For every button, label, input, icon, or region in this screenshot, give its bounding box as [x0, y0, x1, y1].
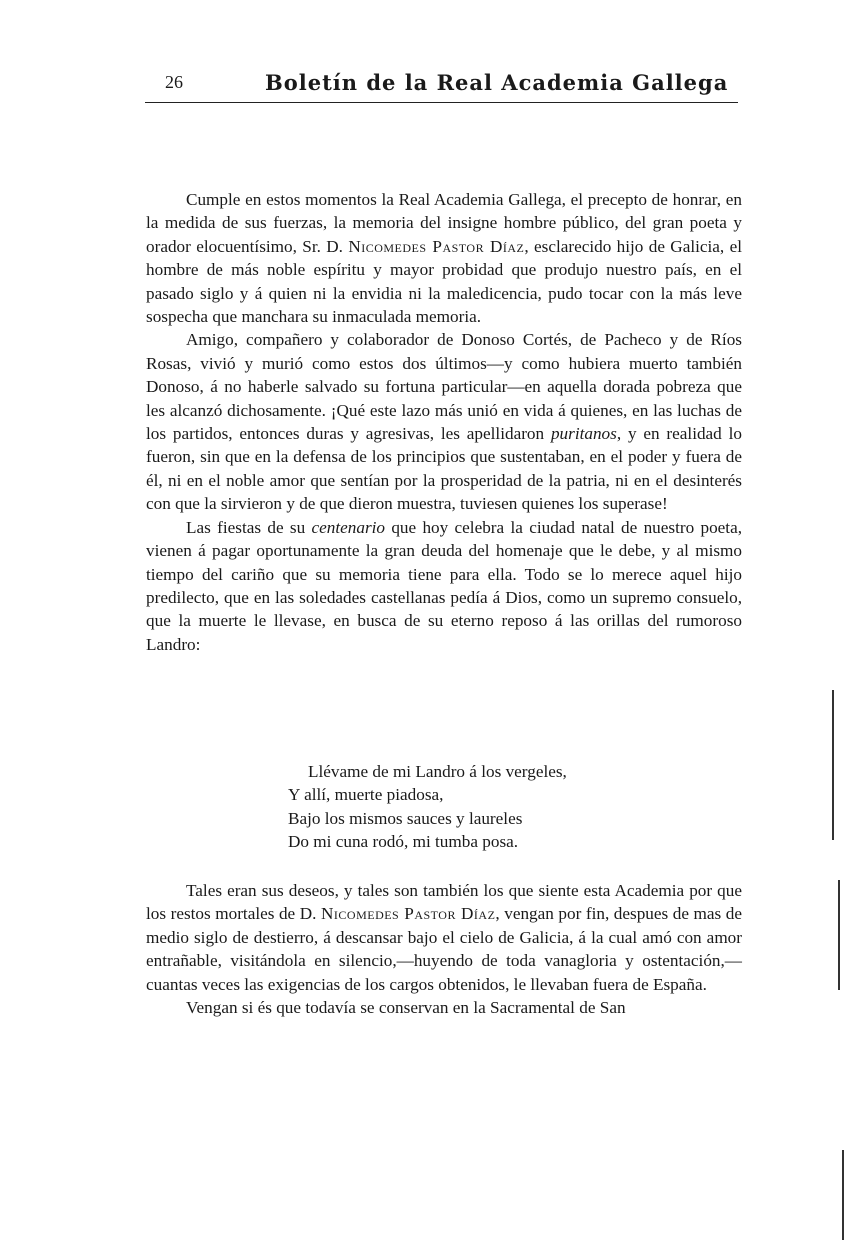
scan-margin-line: [838, 880, 840, 990]
poem-line: Bajo los mismos sauces y laureles: [288, 808, 523, 828]
scan-margin-line: [832, 690, 834, 840]
page-number: 26: [165, 72, 183, 92]
paragraph-text: Vengan si és que todavía se conservan en la Sacramental de San: [186, 998, 626, 1018]
poem-line: Llévame de mi Landro á los vergeles,: [308, 762, 567, 781]
scan-margin-line: [842, 1150, 844, 1240]
poem-line: Y allí, muerte piadosa,: [288, 785, 444, 805]
paragraph-text: que hoy celebra la ciudad natal de nuestro poeta, vienen á pagar oportunamente la gran deuda del homenaje que le debe, y al mismo tiempo del cariño que su memoria tiene para ella. Todo se lo merece aquel hijo predilecto, que en las soledades castellanas pedía á Dios, como un supremo consuelo, que la muerte le llevase, en busca de su eterno reposo á las orillas del rumoroso Landro:: [146, 517, 742, 654]
paragraph: [146, 188, 742, 328]
poem-stanza: [288, 760, 567, 854]
paragraph: [146, 996, 742, 1019]
body-text-after-poem: [146, 879, 742, 1019]
paragraph: [146, 328, 742, 515]
paragraph-text: Tales eran sus deseos, y tales son también los que siente esta Academia por que los restos mortales de D.: [146, 881, 742, 924]
running-header: [145, 68, 738, 103]
paragraph-text: Las fiestas de su: [186, 517, 312, 537]
poem-line: Do mi cuna rodó, mi tumba posa.: [288, 832, 519, 852]
emphasis-text: centenario: [311, 517, 386, 537]
paragraph: [146, 516, 742, 656]
paragraph-text: , esclarecido hijo de Galicia, el hombre de más noble espíritu y mayor probidad que produjo nuestro país, en el pasado siglo y á quien ni la envidia ni la maledicencia, pudo tocar con la más leve sospecha que manchara su inmaculada memoria.: [146, 236, 742, 327]
paragraph: [146, 879, 742, 996]
journal-title: Boletín de la Real Academia Gallega: [265, 70, 729, 95]
paragraph-text: , vengan por fin, despues de mas de medio siglo de destierro, á descansar bajo el cielo de Galicia, á la cual amó con amor entrañable, visitándola en silencio,—huyendo de toda vanagloria y ostentación,—cuantas veces las exigencias de los cargos obtenidos, le llevaban fuera de España.: [146, 904, 742, 994]
emphasis-text: puritanos: [550, 424, 617, 444]
paragraph-text: , y en realidad lo fueron, sin que en la defensa de los principios que sustentaban, en el poder y fuera de él, ni en el noble amor que sentían por la prosperidad de la patria, ni en el desinterés con que la sirvieron y de que dieron muestra, tuviesen quienes los superase!: [146, 424, 742, 514]
person-name: Nicomedes Pastor Díaz: [348, 236, 525, 256]
person-name: Nicomedes Pastor Díaz: [320, 904, 496, 924]
paragraph-text: Cumple en estos momentos la Real Academia Gallega, el precepto de honrar, en la medida de sus fuerzas, la memoria del insigne hombre público, del gran poeta y orador elocuentísimo, Sr. D.: [146, 190, 742, 256]
paragraph-text: Amigo, compañero y colaborador de Donoso Cortés, de Pacheco y de Ríos Rosas, vivió y murió como estos dos últimos—y como hubiera muerto también Donoso, á no haberle salvado su fortuna particular—en aquella dorada pobreza que les alcanzó dichosamente. ¡Qué este lazo más unió en vida á quienes, en las luchas de los partidos, entonces duras y agresivas, les apellidaron: [146, 330, 742, 444]
body-text-before-poem: [146, 188, 742, 656]
